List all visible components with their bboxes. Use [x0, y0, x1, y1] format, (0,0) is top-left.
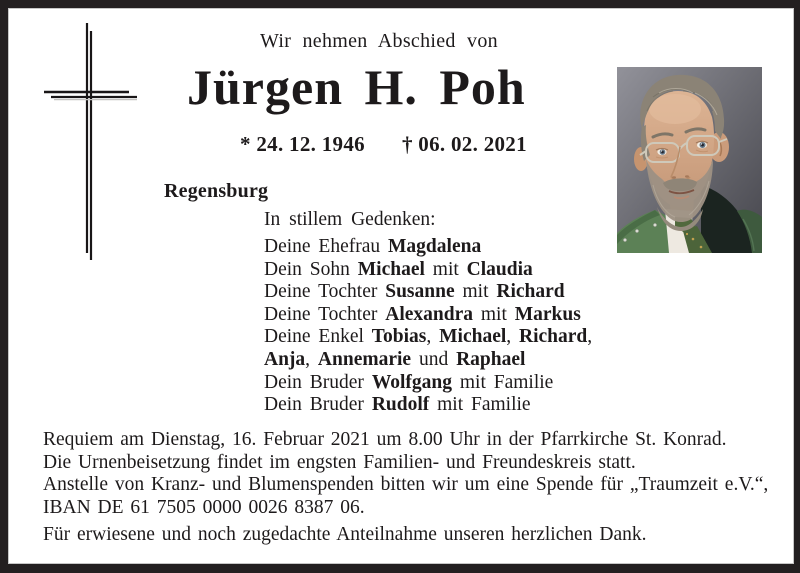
funeral-details	[43, 429, 768, 519]
family-line-grandchildren-1: Deine Enkel Tobias, Michael, Richard,	[264, 326, 593, 348]
detail-burial: Die Urnenbeisetzung findet im engsten Familien- und Freundeskreis statt.	[43, 451, 636, 473]
family-line-daughter-1: Deine Tochter Susanne mit Richard	[264, 281, 565, 303]
detail-iban: IBAN DE 61 7505 0000 0026 8387 06.	[43, 496, 365, 518]
family-line-grandchildren-2: Anja, Annemarie und Raphael	[264, 348, 526, 370]
detail-donation: Anstelle von Kranz- und Blumenspenden bitten wir um eine Spende für „Traumzeit e.V.“,	[43, 474, 769, 495]
remembrance-heading: In stillem Gedenken:	[264, 209, 436, 230]
deceased-name: Jürgen H. Poh	[187, 59, 526, 115]
birth-date: * 24. 12. 1946	[240, 132, 365, 156]
family-line-brother-1: Dein Bruder Wolfgang mit Familie	[264, 371, 554, 393]
city-label: Regensburg	[164, 180, 269, 202]
thanks-note: Für erwiesene und noch zugedachte Anteilnahme unseren herzlichen Dank.	[43, 524, 647, 545]
family-list	[264, 236, 592, 417]
death-date: † 06. 02. 2021	[401, 132, 527, 156]
detail-requiem: Requiem am Dienstag, 16. Februar 2021 um 8.00 Uhr in der Pfarrkirche St. Konrad.	[43, 429, 727, 450]
family-line-daughter-2: Deine Tochter Alexandra mit Markus	[264, 303, 581, 325]
portrait-photo	[617, 67, 762, 253]
family-line-son: Dein Sohn Michael mit Claudia	[264, 258, 533, 280]
life-dates	[240, 134, 527, 155]
family-line-brother-2: Dein Bruder Rudolf mit Familie	[264, 394, 531, 416]
cross-icon	[38, 15, 142, 265]
farewell-intro: Wir nehmen Abschied von	[260, 30, 498, 52]
family-line-wife: Deine Ehefrau Magdalena	[264, 236, 482, 257]
